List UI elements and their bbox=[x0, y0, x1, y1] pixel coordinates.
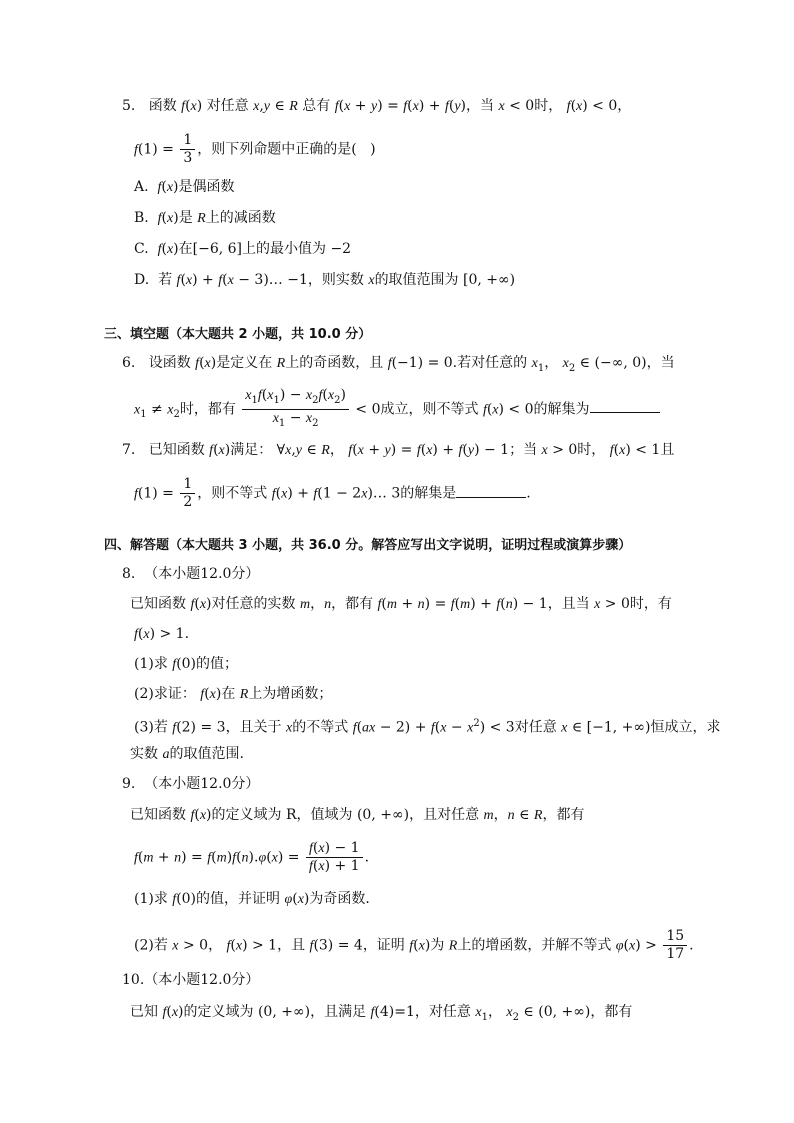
q5-line-1: 5. 函数 f(x) 对任意 x,y ∈ R 总有 f(x + y) = f(x) + f(y)，当 x < 0时， f(x) < 0， bbox=[122, 98, 632, 114]
q7-line-2: f(1) = $\frac{1}{2}$ ，则不等式 f(x) + f(1 − 2x)… 3的解集是 . bbox=[134, 476, 531, 510]
q8-part-2: (2)求证： f(x)在 R上为增函数； bbox=[134, 686, 333, 702]
q5-option-c: C. f(x)在[−6, 6]上的最小值为 −2 bbox=[134, 241, 352, 257]
q7-line-1: 7. 已知函数 f(x)满足： ∀x,y ∈ R， f(x + y) = f(x) + f(y) − 1；当 x > 0时， f(x) < 1且 bbox=[122, 442, 675, 458]
q8-line-1: 已知函数 f(x)对任意的实数 m，n，都有 f(m + n) = f(m) + f(n) − 1，且当 x > 0时，有 bbox=[130, 596, 672, 612]
section-heading: 四、解答题（本大题共 3 小题，共 36.0 分。解答应写出文字说明，证明过程或演算步骤） bbox=[104, 538, 632, 553]
q5-option-d: D. 若 f(x) + f(x − 3)… −1，则实数 x的取值范围为 [0, +∞) bbox=[134, 272, 516, 288]
section-heading: 三、填空题（本大题共 2 小题，共 10.0 分） bbox=[104, 327, 372, 342]
q5-line-2: f(1) = $\frac{1}{3}$ ，则下列命题中正确的是( ) bbox=[134, 132, 376, 166]
q10-line-1: 已知 f(x)的定义域为 (0, +∞)，且满足 f(4)=1，对任意 $x_1$， $x_2$ ∈ (0, +∞)，都有 bbox=[130, 1004, 633, 1023]
q8-part-1: (1)求 f(0)的值； bbox=[134, 656, 239, 672]
q8-part-3-cont: 实数 a的取值范围. bbox=[130, 746, 244, 762]
q9-line-2: f(m + n) = f(m)f(n).φ(x) = $\frac{f(x) - 1}{f(x) + 1}$ . bbox=[134, 840, 370, 874]
answer-blank[interactable] bbox=[456, 483, 526, 498]
q10-header: 10.（本小题12.0分） bbox=[122, 972, 260, 988]
fraction: $\frac{15}{17}$ bbox=[663, 928, 687, 963]
fraction: $\frac{f(x) - 1}{f(x) + 1}$ bbox=[306, 840, 363, 875]
q8-part-3: (3)若 f(2) = 3，且关于 x的不等式 $f(ax - 2) + f(x - x^2) < 3$对任意 x ∈ [−1, +∞)恒成立，求 bbox=[134, 718, 721, 736]
fraction: $\frac{x_1f(x_1) - x_2f(x_2)}{x_1 - x_2}$ bbox=[242, 387, 349, 432]
q8-header: 8. （本小题12.0分） bbox=[122, 566, 260, 582]
q5-option-a: A. f(x)是偶函数 bbox=[134, 179, 235, 195]
q6-line-2: $x_1 \ne x_2$时，都有 $\frac{x_1f(x_1) - x_2f(x_2)}{x_1 - x_2}$ < 0成立，则不等式 f(x) < 0的解集为 bbox=[134, 387, 660, 432]
q8-line-2: f(x) > 1. bbox=[134, 626, 190, 642]
q5-option-b: B. f(x)是 R上的减函数 bbox=[134, 210, 276, 226]
fraction: $\frac{1}{2}$ bbox=[180, 476, 195, 511]
q9-line-1: 已知函数 f(x)的定义域为 R，值域为 (0, +∞)，且对任意 m，n ∈ R，都有 bbox=[130, 807, 585, 823]
q6-line-1: 6. 设函数 f(x)是定义在 R上的奇函数，且 f(−1) = 0.若对任意的 $x_1$， $x_2$ ∈ (−∞, 0)，当 bbox=[122, 355, 675, 374]
q9-header: 9. （本小题12.0分） bbox=[122, 776, 260, 792]
q9-part-1: (1)求 f(0)的值，并证明 φ(x)为奇函数． bbox=[134, 891, 380, 907]
fraction: $\frac{1}{3}$ bbox=[180, 132, 195, 167]
q9-part-2: (2)若 x > 0， f(x) > 1，且 f(3) = 4，证明 f(x)为 R上的增函数，并解不等式 φ(x) > $\frac{15}{17}$ . bbox=[134, 928, 694, 962]
question-number: 5. bbox=[122, 98, 136, 114]
answer-blank[interactable] bbox=[590, 398, 660, 413]
